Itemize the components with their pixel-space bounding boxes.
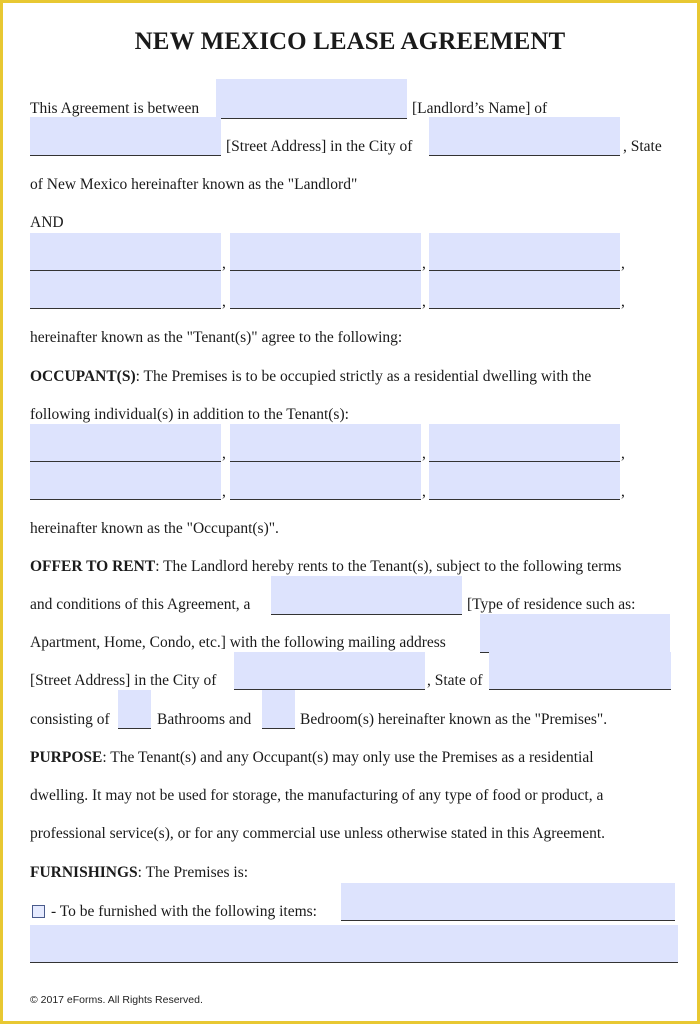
purpose-text-2: dwelling. It may not be used for storage, the manufacturing of any type of food or product, a xyxy=(30,787,604,804)
purpose-paragraph xyxy=(30,749,594,767)
furnishings-heading: FURNISHINGS xyxy=(30,864,138,881)
intro-text-3: [Street Address] in the City of xyxy=(226,138,413,155)
and-text: AND xyxy=(30,214,64,231)
occupant-name-field-4[interactable] xyxy=(30,462,221,500)
intro-text-5: of New Mexico hereinafter known as the "Landlord" xyxy=(30,176,358,193)
landlord-city-field[interactable] xyxy=(429,117,620,156)
occupants-after-text: hereinafter known as the "Occupant(s)". xyxy=(30,520,279,537)
tenant-name-field-6[interactable] xyxy=(429,271,620,309)
furnished-option-label: - To be furnished with the following items: xyxy=(51,903,317,920)
separator-comma: , xyxy=(422,293,426,310)
offer-text-8: Bathrooms and xyxy=(157,711,252,728)
separator-comma: , xyxy=(222,255,226,272)
intro-text-2: [Landlord’s Name] of xyxy=(412,100,548,117)
tenant-name-field-4[interactable] xyxy=(30,271,221,309)
separator-comma: , xyxy=(621,293,625,310)
offer-text-4: Apartment, Home, Condo, etc.] with the following mailing address xyxy=(30,634,446,651)
residence-type-field[interactable] xyxy=(271,576,462,615)
offer-text-6: , State of xyxy=(427,672,483,689)
document-title: NEW MEXICO LEASE AGREEMENT xyxy=(134,28,566,55)
furnished-checkbox[interactable] xyxy=(32,905,45,918)
occupants-text-1: : The Premises is to be occupied strictly as a residential dwelling with the xyxy=(135,368,592,385)
landlord-street-field[interactable] xyxy=(30,117,221,156)
furnished-items-field-2[interactable] xyxy=(30,925,678,963)
tenants-text: hereinafter known as the "Tenant(s)" agree to the following: xyxy=(30,329,403,346)
offer-text-3: [Type of residence such as: xyxy=(467,596,636,613)
furnishings-paragraph xyxy=(30,864,248,882)
premises-city-field[interactable] xyxy=(234,652,425,690)
separator-comma: , xyxy=(222,445,226,462)
premises-street-field[interactable] xyxy=(480,614,670,653)
furnished-items-field[interactable] xyxy=(341,883,675,921)
separator-comma: , xyxy=(422,483,426,500)
occupant-name-field-1[interactable] xyxy=(30,424,221,462)
occupant-name-field-2[interactable] xyxy=(230,424,421,462)
occupant-name-field-3[interactable] xyxy=(429,424,620,462)
separator-comma: , xyxy=(621,255,625,272)
occupants-paragraph xyxy=(30,368,591,386)
landlord-name-field[interactable] xyxy=(216,79,407,119)
offer-text-5: [Street Address] in the City of xyxy=(30,672,217,689)
copyright-footer: © 2017 eForms. All Rights Reserved. xyxy=(30,994,203,1006)
occupants-text-2: following individual(s) in addition to the Tenant(s): xyxy=(30,406,349,423)
intro-text-4: , State xyxy=(623,138,662,155)
occupants-heading: OCCUPANT(S) xyxy=(30,368,136,385)
offer-text-2: and conditions of this Agreement, a xyxy=(30,596,251,613)
separator-comma: , xyxy=(422,445,426,462)
tenant-name-field-3[interactable] xyxy=(429,233,620,271)
separator-comma: , xyxy=(621,483,625,500)
furnishings-text-1: : The Premises is: xyxy=(137,864,249,881)
tenant-name-field-5[interactable] xyxy=(230,271,421,309)
purpose-heading: PURPOSE xyxy=(30,749,103,766)
tenant-name-field-1[interactable] xyxy=(30,233,221,271)
offer-text-1: : The Landlord hereby rents to the Tenant(s), subject to the following terms xyxy=(155,558,622,575)
occupant-name-field-5[interactable] xyxy=(230,462,421,500)
premises-state-field[interactable] xyxy=(489,652,671,690)
bedrooms-field[interactable] xyxy=(262,690,295,729)
separator-comma: , xyxy=(222,293,226,310)
purpose-text-1: : The Tenant(s) and any Occupant(s) may only use the Premises as a residential xyxy=(102,749,594,766)
occupant-name-field-6[interactable] xyxy=(429,462,620,500)
offer-paragraph xyxy=(30,558,621,576)
offer-text-9: Bedroom(s) hereinafter known as the "Premises". xyxy=(300,711,608,728)
purpose-text-3: professional service(s), or for any commercial use unless otherwise stated in this Agreement. xyxy=(30,825,606,842)
offer-text-7: consisting of xyxy=(30,711,110,728)
separator-comma: , xyxy=(422,255,426,272)
bathrooms-field[interactable] xyxy=(118,690,151,729)
intro-text-1: This Agreement is between xyxy=(30,100,200,117)
separator-comma: , xyxy=(222,483,226,500)
tenant-name-field-2[interactable] xyxy=(230,233,421,271)
separator-comma: , xyxy=(621,445,625,462)
offer-heading: OFFER TO RENT xyxy=(30,558,156,575)
